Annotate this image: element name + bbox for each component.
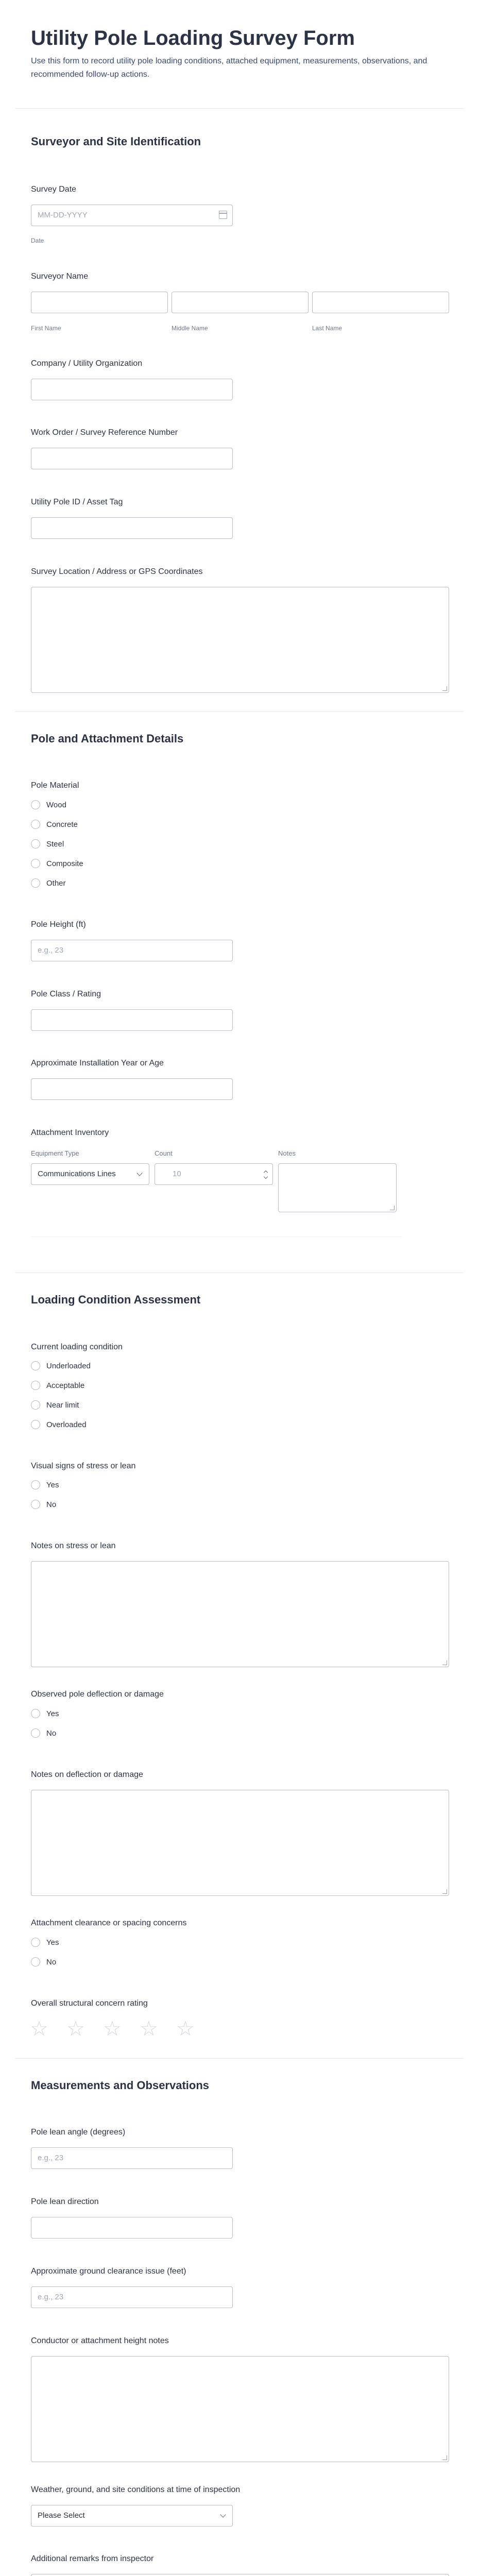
radio-circle[interactable] xyxy=(31,1361,40,1370)
star-icon[interactable]: ☆ xyxy=(30,2018,48,2040)
radio-circle[interactable] xyxy=(31,1500,40,1509)
radio-acceptable[interactable] xyxy=(31,1380,84,1391)
divider xyxy=(15,2058,464,2059)
weather-value: Please Select xyxy=(38,2511,85,2520)
survey-date-input[interactable] xyxy=(31,205,233,226)
radio-label: Concrete xyxy=(46,820,78,829)
height-notes-textarea[interactable] xyxy=(31,2356,449,2462)
pole-id-label: Utility Pole ID / Asset Tag xyxy=(31,498,123,506)
clearance-issue-placeholder: e.g., 23 xyxy=(38,2293,64,2301)
radio-deflection-no[interactable] xyxy=(31,1727,56,1739)
clearance-issue-label: Approximate ground clearance issue (feet) xyxy=(31,2267,186,2276)
last-name-sublabel: Last Name xyxy=(312,325,343,332)
radio-circle[interactable] xyxy=(31,1938,40,1947)
table-divider xyxy=(31,1236,402,1237)
radio-deflection-yes[interactable] xyxy=(31,1708,59,1719)
radio-label: Yes xyxy=(46,1709,59,1718)
pole-class-input[interactable] xyxy=(31,1009,233,1031)
radio-label: No xyxy=(46,1500,57,1509)
lean-angle-input[interactable] xyxy=(31,2147,233,2169)
stress-notes-label: Notes on stress or lean xyxy=(31,1541,116,1550)
section-title-measurements: Measurements and Observations xyxy=(31,2079,210,2092)
radio-underloaded[interactable] xyxy=(31,1360,91,1371)
work-order-input[interactable] xyxy=(31,448,233,469)
radio-steel[interactable] xyxy=(31,838,64,850)
company-label: Company / Utility Organization xyxy=(31,359,143,368)
height-notes-label: Conductor or attachment height notes xyxy=(31,2336,169,2345)
survey-date-sublabel: Date xyxy=(31,237,44,244)
deflection-notes-textarea[interactable] xyxy=(31,1790,449,1896)
radio-circle[interactable] xyxy=(31,859,40,868)
equipment-type-value: Communications Lines xyxy=(38,1170,116,1178)
pole-height-label: Pole Height (ft) xyxy=(31,920,86,929)
radio-circle[interactable] xyxy=(31,1957,40,1967)
equipment-type-select[interactable] xyxy=(31,1163,149,1185)
deflection-notes-label: Notes on deflection or damage xyxy=(31,1770,143,1779)
form-title: Utility Pole Loading Survey Form xyxy=(31,27,355,49)
pole-id-input[interactable] xyxy=(31,517,233,539)
survey-date-label: Survey Date xyxy=(31,185,77,194)
first-name-sublabel: First Name xyxy=(31,325,61,332)
radio-label: Overloaded xyxy=(46,1420,87,1429)
column-notes: Notes xyxy=(278,1149,296,1157)
radio-circle[interactable] xyxy=(31,839,40,849)
star-icon[interactable]: ☆ xyxy=(66,2018,85,2040)
install-year-label: Approximate Installation Year or Age xyxy=(31,1059,164,1067)
count-placeholder: 10 xyxy=(173,1170,181,1178)
star-icon[interactable]: ☆ xyxy=(140,2018,158,2040)
radio-circle[interactable] xyxy=(31,878,40,888)
weather-label: Weather, ground, and site conditions at time of inspection xyxy=(31,2485,241,2494)
lean-direction-label: Pole lean direction xyxy=(31,2197,99,2206)
chevron-down-icon xyxy=(136,1170,142,1176)
radio-circle[interactable] xyxy=(31,820,40,829)
attachment-notes-textarea[interactable] xyxy=(278,1163,397,1212)
pole-material-label: Pole Material xyxy=(31,781,79,790)
rating-label: Overall structural concern rating xyxy=(31,1999,148,2008)
radio-overloaded[interactable] xyxy=(31,1419,87,1430)
first-name-input[interactable] xyxy=(31,292,168,313)
count-input[interactable] xyxy=(155,1163,273,1185)
radio-label: No xyxy=(46,1728,57,1738)
location-textarea[interactable] xyxy=(31,587,449,693)
pole-class-label: Pole Class / Rating xyxy=(31,990,101,998)
star-icon[interactable]: ☆ xyxy=(176,2018,195,2040)
section-title-surveyor: Surveyor and Site Identification xyxy=(31,135,201,148)
radio-near-limit[interactable] xyxy=(31,1399,79,1411)
radio-label: Wood xyxy=(46,800,66,809)
company-input[interactable] xyxy=(31,379,233,400)
column-equipment-type: Equipment Type xyxy=(31,1149,79,1157)
radio-label: Other xyxy=(46,878,66,888)
radio-composite[interactable] xyxy=(31,858,83,869)
chevron-down-icon xyxy=(220,2512,226,2517)
stress-notes-textarea[interactable] xyxy=(31,1561,449,1667)
radio-other[interactable] xyxy=(31,877,66,889)
radio-circle[interactable] xyxy=(31,1420,40,1429)
radio-circle[interactable] xyxy=(31,800,40,809)
radio-clearance-no[interactable] xyxy=(31,1956,56,1968)
deflection-label: Observed pole deflection or damage xyxy=(31,1690,164,1699)
clearance-label: Attachment clearance or spacing concerns xyxy=(31,1919,187,1927)
survey-date-placeholder: MM-DD-YYYY xyxy=(38,211,88,219)
remarks-textarea[interactable] xyxy=(31,2574,449,2576)
lean-angle-placeholder: e.g., 23 xyxy=(38,2154,64,2162)
current-loading-label: Current loading condition xyxy=(31,1343,123,1351)
radio-label: Yes xyxy=(46,1480,59,1489)
calendar-icon[interactable] xyxy=(219,211,227,219)
middle-name-sublabel: Middle Name xyxy=(172,325,208,332)
lean-direction-input[interactable] xyxy=(31,2217,233,2239)
radio-label: No xyxy=(46,1957,57,1967)
pole-height-placeholder: e.g., 23 xyxy=(38,946,64,955)
lean-angle-label: Pole lean angle (degrees) xyxy=(31,2128,126,2137)
remarks-label: Additional remarks from inspector xyxy=(31,2554,154,2563)
stepper-icon[interactable] xyxy=(263,1170,268,1180)
divider xyxy=(15,108,464,109)
form-description: Use this form to record utility pole loading conditions, attached equipment, measurements, observations, and recommended follow-up actions. xyxy=(31,57,427,79)
star-icon[interactable]: ☆ xyxy=(103,2018,122,2040)
section-title-pole: Pole and Attachment Details xyxy=(31,732,184,745)
radio-wood[interactable] xyxy=(31,799,66,810)
radio-circle[interactable] xyxy=(31,1480,40,1489)
radio-label: Steel xyxy=(46,839,64,849)
radio-circle[interactable] xyxy=(31,1728,40,1738)
column-count: Count xyxy=(155,1149,173,1157)
radio-label: Acceptable xyxy=(46,1381,85,1390)
weather-select[interactable] xyxy=(31,2505,233,2527)
radio-stress-yes[interactable] xyxy=(31,1479,59,1490)
install-year-input[interactable] xyxy=(31,1078,233,1100)
section-title-loading: Loading Condition Assessment xyxy=(31,1293,201,1306)
surveyor-name-label: Surveyor Name xyxy=(31,272,89,281)
radio-clearance-yes[interactable] xyxy=(31,1937,59,1948)
radio-label: Yes xyxy=(46,1938,59,1947)
pole-height-input[interactable] xyxy=(31,940,233,961)
radio-label: Composite xyxy=(46,859,83,868)
radio-circle[interactable] xyxy=(31,1709,40,1718)
work-order-label: Work Order / Survey Reference Number xyxy=(31,428,178,437)
middle-name-input[interactable] xyxy=(172,292,309,313)
last-name-input[interactable] xyxy=(312,292,449,313)
radio-circle[interactable] xyxy=(31,1381,40,1390)
radio-label: Near limit xyxy=(46,1400,79,1410)
stress-label: Visual signs of stress or lean xyxy=(31,1462,136,1470)
radio-label: Underloaded xyxy=(46,1361,91,1370)
attachment-inventory-label: Attachment Inventory xyxy=(31,1128,109,1137)
radio-concrete[interactable] xyxy=(31,819,78,830)
radio-circle[interactable] xyxy=(31,1400,40,1410)
location-label: Survey Location / Address or GPS Coordinates xyxy=(31,567,203,576)
radio-stress-no[interactable] xyxy=(31,1499,56,1510)
clearance-issue-input[interactable] xyxy=(31,2286,233,2308)
